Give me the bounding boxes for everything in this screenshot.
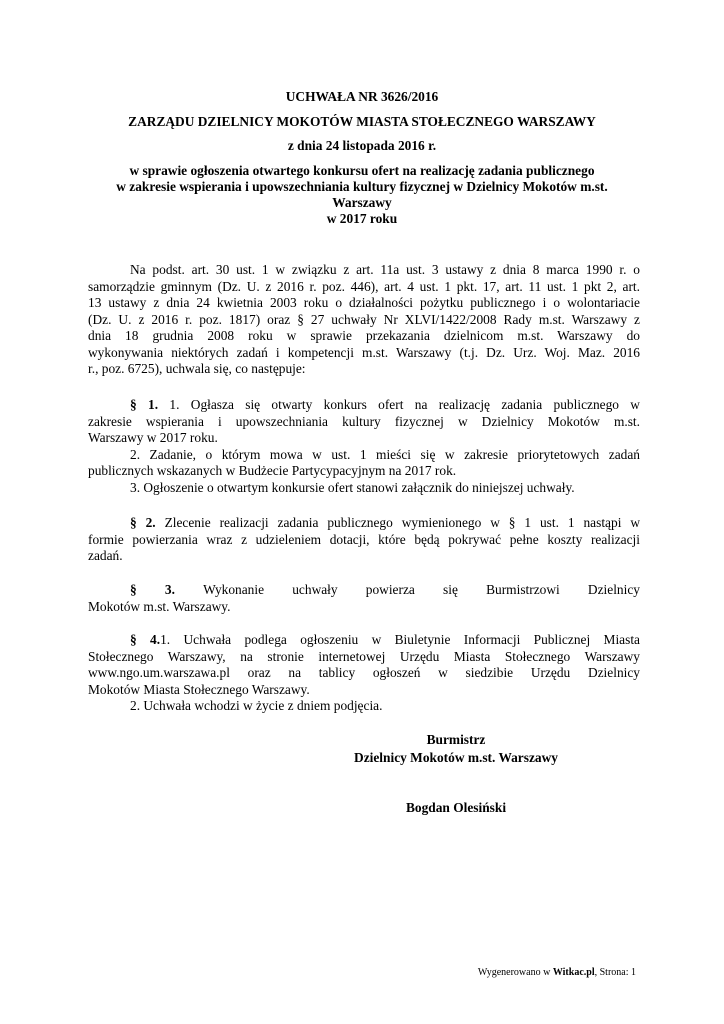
section-2-line: formie powierzania wraz z udzieleniem dotacji, które będą pokrywać pełne koszty realizacji	[88, 531, 640, 547]
subject-line: w 2017 roku	[326, 211, 398, 226]
section-mark: § 1.	[130, 397, 159, 412]
preamble-line: dnia 18 grudnia 2008 roku w sprawie przekazania dzielnicom m.st. Warszawy do	[88, 328, 640, 343]
signature-office: Dzielnicy Mokotów m.st. Warszawy	[354, 750, 558, 765]
section-2-line: zadań.	[88, 548, 123, 563]
section-mark: § 4.	[130, 632, 161, 647]
footer-suffix: , Strona: 1	[594, 967, 636, 978]
section-1-line: publicznych wskazanych w Budżecie Partycypacyjnym na 2017 rok.	[88, 463, 457, 478]
preamble-line: wykonywania niektórych zadań i kompetencji m.st. Warszawy (t.j. Dz. Urz. Woj. Maz. 2016	[88, 344, 640, 360]
subject-line: Warszawy	[332, 195, 392, 210]
section-3-line: Mokotów m.st. Warszawy.	[88, 598, 231, 614]
section-2	[88, 515, 640, 565]
section-1-line: zakresie wspierania i upowszechniania kultury fizycznej w Dzielnicy Mokotów m.st.	[88, 413, 640, 429]
section-1-line: Warszawy w 2017 roku.	[88, 430, 218, 445]
preamble-line: (Dz. U. z 2016 r. poz. 1817) oraz § 27 uchwały Nr XLVI/1422/2008 Rady m.st. Warszawy z	[88, 311, 640, 327]
section-4-line: 2. Uchwała wchodzi w życie z dniem podjęcia.	[130, 698, 383, 713]
preamble	[88, 262, 640, 378]
subject-line: w zakresie wspierania i upowszechniania kultury fizycznej w Dzielnicy Mokotów m.st.	[116, 179, 608, 194]
page-footer	[478, 967, 636, 978]
section-mark: § 2.	[130, 515, 156, 530]
section-1	[88, 397, 640, 496]
preamble-line: 13 ustawy z dnia 24 kwietnia 2003 roku o działalności pożytku publicznego i o wolontariacie	[88, 295, 640, 310]
preamble-line: Na podst. art. 30 ust. 1 w związku z art. 11a ust. 3 ustawy z dnia 8 marca 1990 r. o	[130, 262, 640, 277]
section-4-line: Mokotów Miasta Stołecznego Warszawy.	[88, 681, 310, 697]
preamble-line: r., poz. 6725), uchwala się, co następuje:	[88, 361, 306, 376]
section-1-line: 3. Ogłoszenie o otwartym konkursie ofert stanowi załącznik do niniejszej uchwały.	[130, 479, 575, 495]
footer-prefix: Wygenerowano w	[477, 967, 553, 978]
section-4-line: § 4.1. Uchwała podlega ogłoszeniu w Biuletynie Informacji Publicznej Miasta	[130, 632, 640, 647]
section-mark: § 3.	[130, 582, 175, 597]
signatory-name: Bogdan Olesiński	[405, 800, 507, 815]
section-3	[88, 582, 640, 615]
footer-brand: Witkac.pl	[552, 967, 595, 978]
section-3-line: § 3. Wykonanie uchwały powierza się Burmistrzowi Dzielnicy	[130, 582, 640, 597]
subject-line: w sprawie ogłoszenia otwartego konkursu ofert na realizację zadania publicznego	[129, 163, 595, 178]
section-4-line: Stołecznego Warszawy, na stronie internetowej Urzędu Miasta Stołecznego Warszawy	[88, 648, 640, 664]
resolution-date: z dnia 24 listopada 2016 r.	[287, 138, 437, 153]
preamble-line: samorządzie gminnym (Dz. U. z 2016 r. poz. 446), art. 4 ust. 1 pkt. 17, art. 11 ust. 1 pkt 2, art.	[88, 278, 640, 294]
section-1-line: 2. Zadanie, o którym mowa w ust. 1 mieści się w zakresie priorytetowych zadań	[130, 446, 640, 462]
issuer: ZARZĄDU DZIELNICY MOKOTÓW MIASTA STOŁECZNEGO WARSZAWY	[128, 114, 596, 129]
resolution-title: UCHWAŁA NR 3626/2016	[285, 89, 439, 104]
section-4	[88, 632, 640, 715]
signature-role: Burmistrz	[426, 732, 486, 747]
section-2-line: § 2. Zlecenie realizacji zadania publicznego wymienionego w § 1 ust. 1 nastąpi w	[130, 515, 640, 530]
section-1-line: § 1. 1. Ogłasza się otwarty konkurs ofert na realizację zadania publicznego w	[130, 397, 640, 412]
section-4-line: www.ngo.um.warszawa.pl oraz na tablicy ogłoszeń w siedzibie Urzędu Dzielnicy	[88, 665, 640, 680]
